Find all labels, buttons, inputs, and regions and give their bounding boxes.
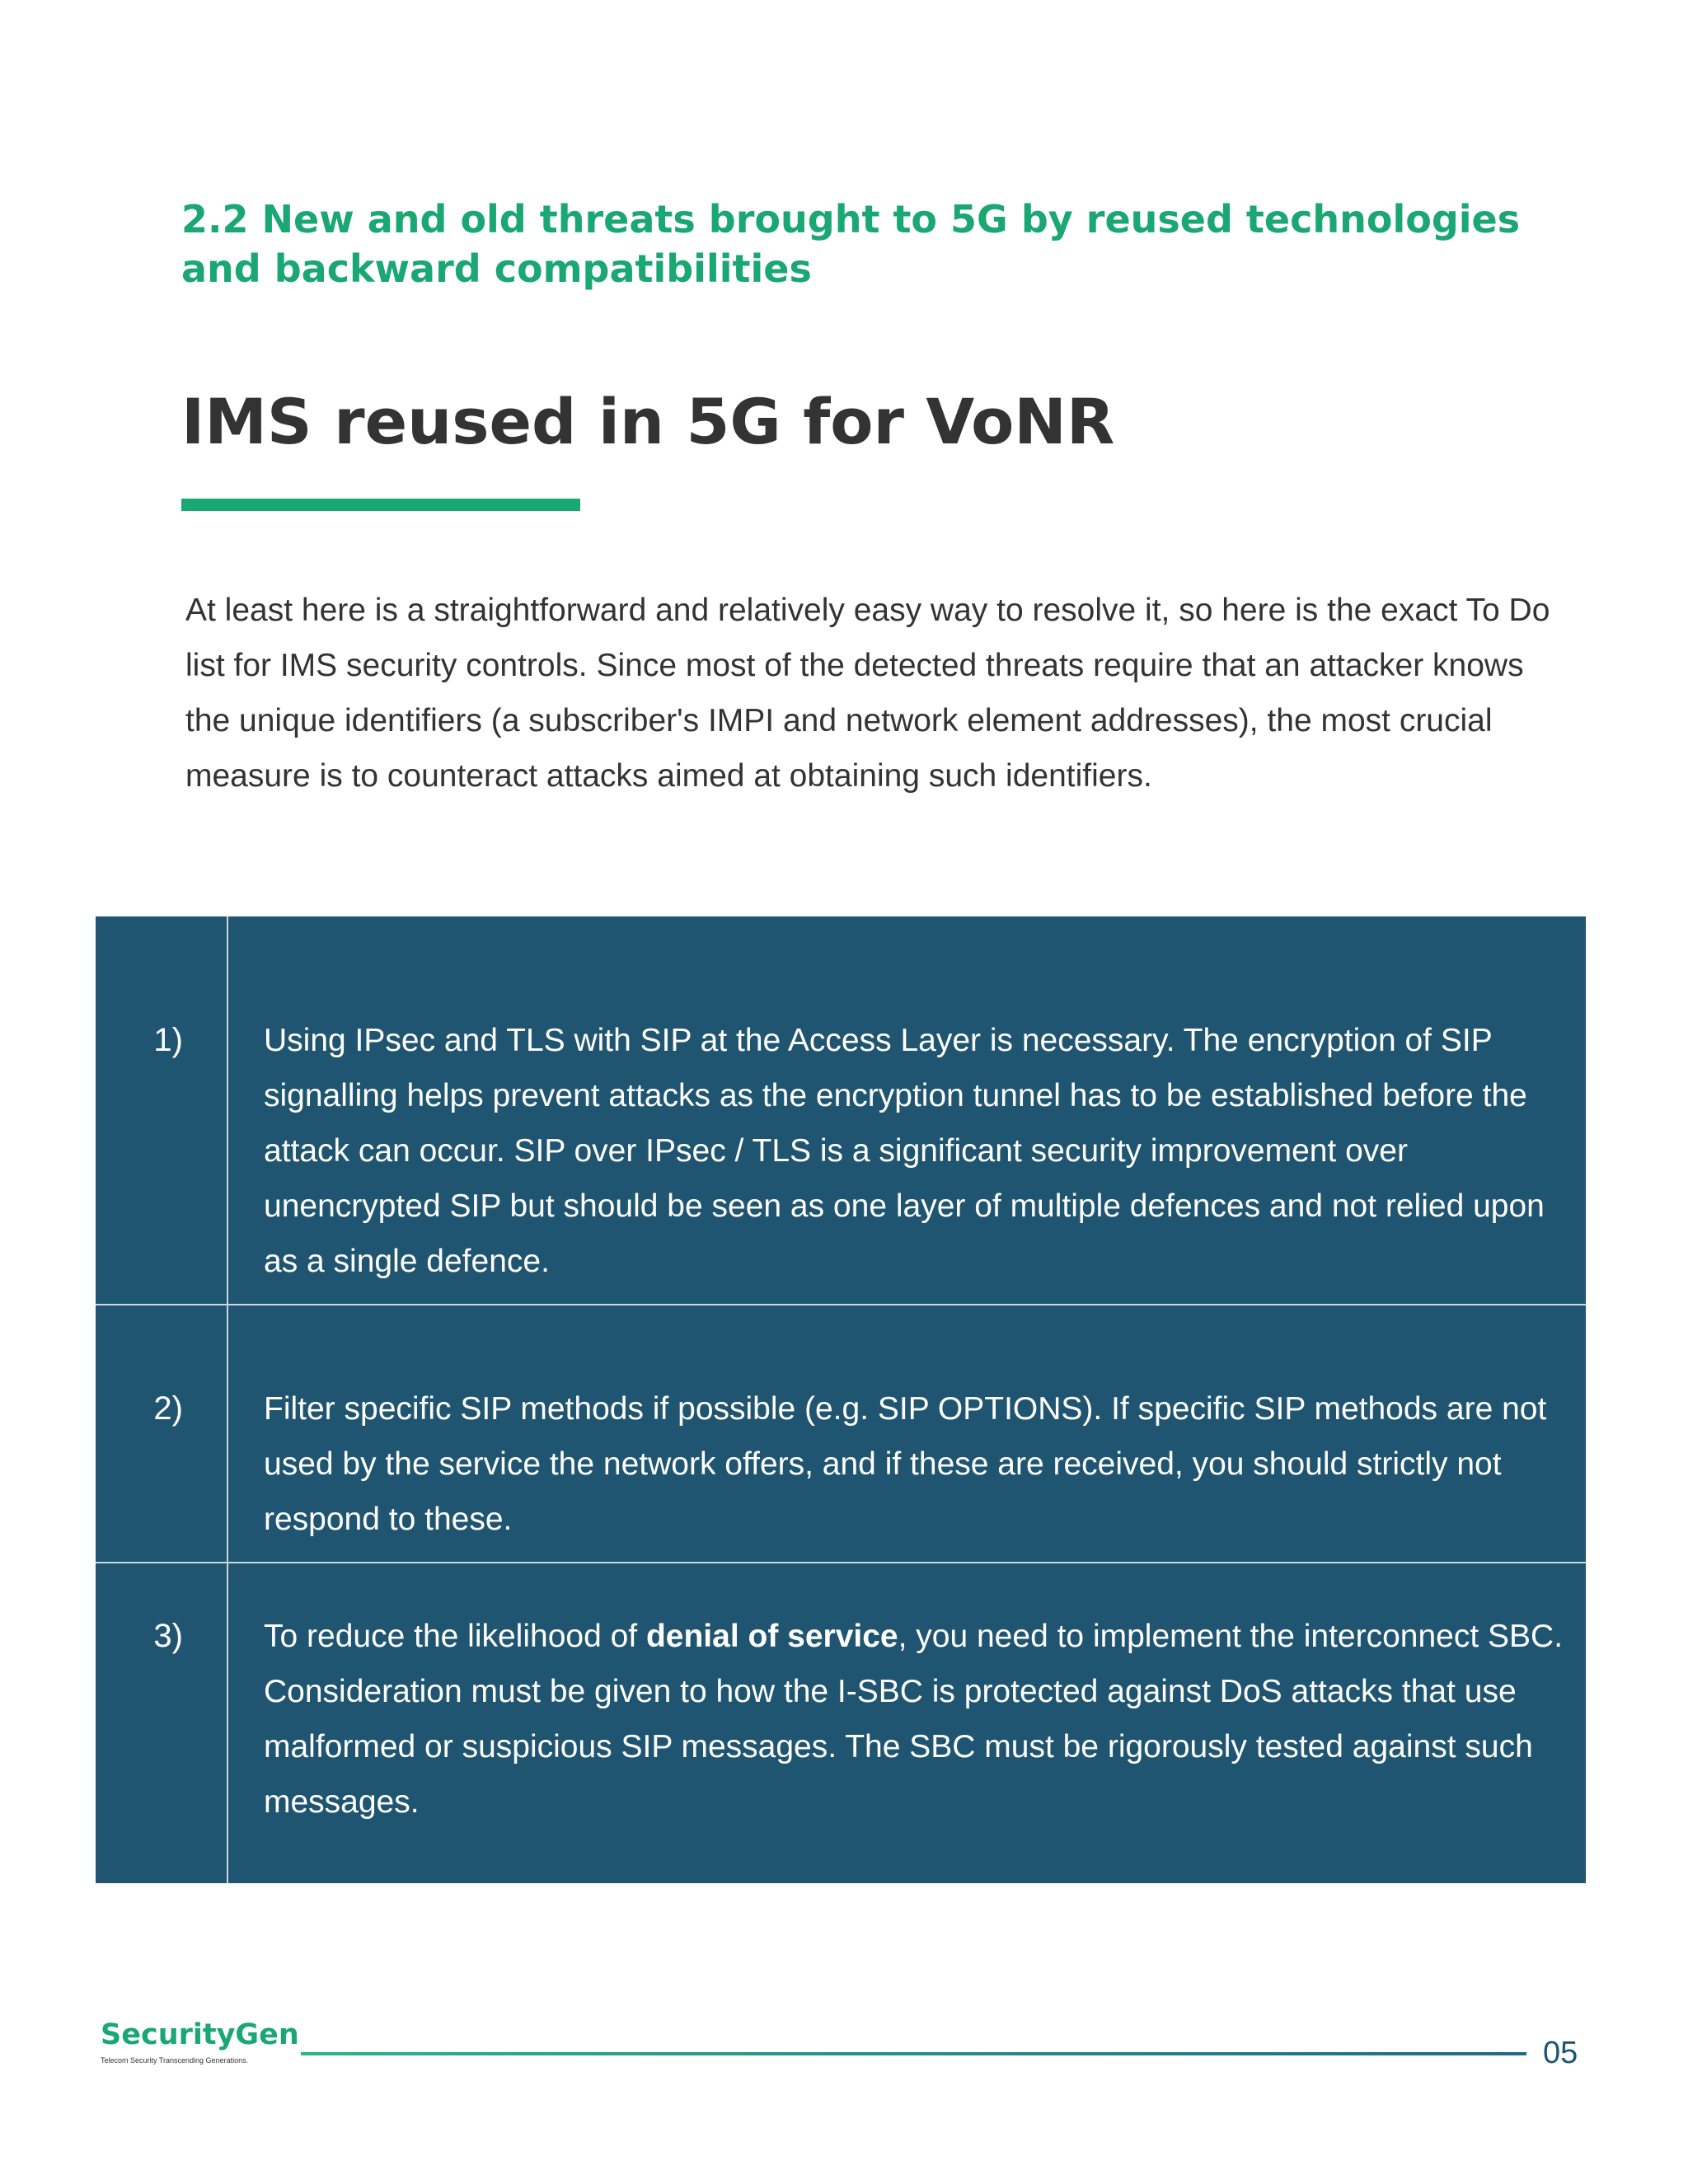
control-number: 2) xyxy=(153,1390,183,1427)
page-title: IMS reused in 5G for VoNR xyxy=(181,385,1115,458)
security-controls-table xyxy=(96,916,1586,1883)
footer-divider xyxy=(301,2052,1526,2055)
section-heading: 2.2 New and old threats brought to 5G by reused technologies and backward compatibilities xyxy=(181,197,1521,291)
title-underline xyxy=(181,499,580,511)
control-text-emphasis: denial of service xyxy=(645,1619,898,1654)
control-number: 1) xyxy=(153,1022,183,1058)
intro-paragraph: At least here is a straightforward and relatively easy way to resolve it, so here is the exact To Do list for IMS security controls. Since most of the detected threats require that an attacker knows the unique identifiers (a subscriber's IMPI and network element addresses), the most crucial measure is to counteract attacks aimed at obtaining such identifiers. xyxy=(185,593,1550,794)
page-number: 05 xyxy=(1543,2036,1578,2070)
row-divider xyxy=(96,1562,1586,1563)
logo-wordmark: SecurityGen xyxy=(101,2018,299,2051)
company-logo xyxy=(101,2018,299,2065)
column-divider xyxy=(227,916,228,1883)
control-text: Filter specific SIP methods if possible (e.g. SIP OPTIONS). If specific SIP methods are not used by the service the network offers, and if these are received, you should strictly not respond to these. xyxy=(264,1391,1547,1537)
control-text-end: , you need to implement the interconnect SBC. Consideration must be given to how the I-SBC is protected against DoS attacks that use malformed or suspicious SIP messages. The SBC must be rigorously tested against such messages. xyxy=(264,1619,1564,1820)
row-divider xyxy=(96,1304,1586,1305)
control-number: 3) xyxy=(153,1618,183,1654)
control-text: Using IPsec and TLS with SIP at the Access Layer is necessary. The encryption of SIP signalling helps prevent attacks as the encryption tunnel has to be established before the attack can occur. SIP over IPsec / TLS is a significant security improvement over unencrypted SIP but should be seen as one layer of multiple defences and not relied upon as a single defence. xyxy=(264,1023,1545,1279)
control-text-start: To reduce the likelihood of xyxy=(264,1619,646,1654)
control-text xyxy=(264,1609,1574,1830)
logo-tagline: Telecom Security Transcending Generations. xyxy=(101,2056,249,2064)
